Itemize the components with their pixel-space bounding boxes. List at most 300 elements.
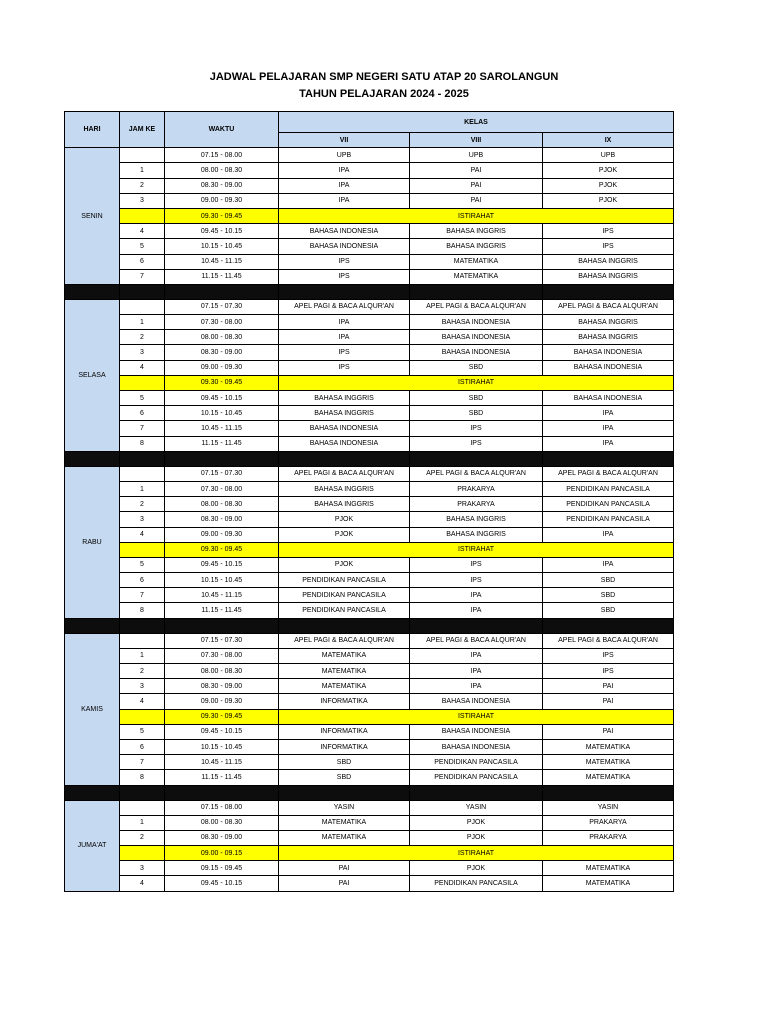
class-viii-subject: PENDIDIKAN PANCASILA — [410, 770, 543, 785]
class-viii-subject: IPS — [410, 557, 543, 572]
class-ix-subject: IPA — [543, 406, 674, 421]
class-ix-subject: SBD — [543, 603, 674, 618]
class-ix-subject: IPA — [543, 436, 674, 451]
break-row — [65, 709, 674, 724]
lesson-row — [65, 436, 674, 451]
lesson-row — [65, 330, 674, 345]
jam-ke-cell: 7 — [120, 755, 165, 770]
lesson-row — [65, 739, 674, 754]
class-ix-subject: BAHASA INGGRIS — [543, 254, 674, 269]
day-name-cell: SENIN — [65, 148, 120, 285]
header-class-viii: VIII — [410, 133, 543, 148]
class-vii-subject: MATEMATIKA — [279, 815, 410, 830]
break-label: ISTIRAHAT — [279, 208, 674, 223]
time-cell: 08.30 - 09.00 — [165, 830, 279, 845]
class-vii-subject: IPA — [279, 330, 410, 345]
lesson-row — [65, 679, 674, 694]
jam-ke-cell: 7 — [120, 269, 165, 284]
time-cell: 09.30 - 09.45 — [165, 375, 279, 390]
jam-ke-cell: 6 — [120, 406, 165, 421]
jam-ke-cell: 7 — [120, 588, 165, 603]
jam-ke-cell: 5 — [120, 391, 165, 406]
lesson-row — [65, 299, 674, 314]
jam-ke-cell: 6 — [120, 739, 165, 754]
time-cell: 09.00 - 09.30 — [165, 694, 279, 709]
class-viii-subject: MATEMATIKA — [410, 254, 543, 269]
separator-cell — [120, 451, 165, 466]
class-ix-subject: IPS — [543, 664, 674, 679]
day-separator — [65, 785, 674, 800]
class-ix-subject: PJOK — [543, 178, 674, 193]
time-cell: 10.15 - 10.45 — [165, 573, 279, 588]
lesson-row — [65, 239, 674, 254]
lesson-row — [65, 512, 674, 527]
header-kelas: KELAS — [279, 112, 674, 133]
class-viii-subject: MATEMATIKA — [410, 269, 543, 284]
separator-cell — [543, 284, 674, 299]
break-label: ISTIRAHAT — [279, 542, 674, 557]
class-viii-subject: PAI — [410, 193, 543, 208]
break-row — [65, 208, 674, 223]
class-ix-subject: PRAKARYA — [543, 815, 674, 830]
lesson-row — [65, 876, 674, 891]
class-viii-subject: IPA — [410, 679, 543, 694]
class-vii-subject: BAHASA INDONESIA — [279, 436, 410, 451]
jam-ke-cell: 1 — [120, 163, 165, 178]
jam-ke-cell — [120, 709, 165, 724]
jam-ke-cell: 8 — [120, 770, 165, 785]
jam-ke-cell: 4 — [120, 876, 165, 891]
class-vii-subject: BAHASA INDONESIA — [279, 224, 410, 239]
jam-ke-cell: 4 — [120, 224, 165, 239]
class-vii-subject: INFORMATIKA — [279, 694, 410, 709]
break-label: ISTIRAHAT — [279, 375, 674, 390]
separator-cell — [65, 618, 120, 633]
time-cell: 09.30 - 09.45 — [165, 542, 279, 557]
lesson-row — [65, 861, 674, 876]
jam-ke-cell — [120, 633, 165, 648]
jam-ke-cell: 4 — [120, 360, 165, 375]
class-vii-subject: BAHASA INGGRIS — [279, 391, 410, 406]
class-viii-subject: BAHASA INDONESIA — [410, 724, 543, 739]
jam-ke-cell: 6 — [120, 573, 165, 588]
time-cell: 09.00 - 09.15 — [165, 846, 279, 861]
lesson-row — [65, 724, 674, 739]
jam-ke-cell: 5 — [120, 724, 165, 739]
jam-ke-cell: 3 — [120, 193, 165, 208]
break-row — [65, 375, 674, 390]
lesson-row — [65, 224, 674, 239]
day-name-cell: JUMA'AT — [65, 800, 120, 891]
time-cell: 08.30 - 09.00 — [165, 345, 279, 360]
document-subtitle: TAHUN PELAJARAN 2024 - 2025 — [299, 88, 469, 100]
class-vii-subject: PAI — [279, 876, 410, 891]
time-cell: 11.15 - 11.45 — [165, 436, 279, 451]
class-vii-subject: YASIN — [279, 800, 410, 815]
jam-ke-cell: 1 — [120, 815, 165, 830]
day-separator — [65, 618, 674, 633]
class-ix-subject: PAI — [543, 694, 674, 709]
class-viii-subject: IPA — [410, 664, 543, 679]
class-ix-subject: PENDIDIKAN PANCASILA — [543, 512, 674, 527]
class-vii-subject: PAI — [279, 861, 410, 876]
lesson-row — [65, 830, 674, 845]
lesson-row — [65, 527, 674, 542]
time-cell: 09.45 - 10.15 — [165, 557, 279, 572]
class-vii-subject: MATEMATIKA — [279, 664, 410, 679]
lesson-row — [65, 573, 674, 588]
class-viii-subject: SBD — [410, 391, 543, 406]
class-ix-subject: SBD — [543, 573, 674, 588]
class-ix-subject: BAHASA INDONESIA — [543, 391, 674, 406]
class-viii-subject: YASIN — [410, 800, 543, 815]
class-viii-subject: BAHASA INDONESIA — [410, 315, 543, 330]
time-cell: 08.30 - 09.00 — [165, 679, 279, 694]
time-cell: 08.00 - 08.30 — [165, 815, 279, 830]
jam-ke-cell: 2 — [120, 330, 165, 345]
separator-cell — [543, 785, 674, 800]
time-cell: 07.15 - 07.30 — [165, 466, 279, 481]
class-ix-subject: YASIN — [543, 800, 674, 815]
class-vii-subject: MATEMATIKA — [279, 679, 410, 694]
time-cell: 09.00 - 09.30 — [165, 193, 279, 208]
time-cell: 07.30 - 08.00 — [165, 481, 279, 496]
class-viii-subject: UPB — [410, 148, 543, 163]
schedule-table — [64, 111, 674, 892]
jam-ke-cell: 4 — [120, 527, 165, 542]
class-vii-subject: IPS — [279, 345, 410, 360]
lesson-row — [65, 406, 674, 421]
time-cell: 10.45 - 11.15 — [165, 755, 279, 770]
lesson-row — [65, 193, 674, 208]
class-vii-subject: BAHASA INGGRIS — [279, 481, 410, 496]
class-ix-subject: SBD — [543, 588, 674, 603]
lesson-row — [65, 163, 674, 178]
time-cell: 10.45 - 11.15 — [165, 254, 279, 269]
jam-ke-cell: 3 — [120, 345, 165, 360]
jam-ke-cell: 2 — [120, 664, 165, 679]
jam-ke-cell — [120, 208, 165, 223]
class-ix-subject: BAHASA INDONESIA — [543, 345, 674, 360]
day-name-cell: RABU — [65, 466, 120, 618]
lesson-row — [65, 770, 674, 785]
lesson-row — [65, 815, 674, 830]
jam-ke-cell: 8 — [120, 603, 165, 618]
lesson-row — [65, 755, 674, 770]
time-cell: 08.30 - 09.00 — [165, 512, 279, 527]
class-ix-subject: IPA — [543, 421, 674, 436]
time-cell: 09.45 - 10.15 — [165, 876, 279, 891]
class-viii-subject: BAHASA INDONESIA — [410, 739, 543, 754]
class-vii-subject: INFORMATIKA — [279, 739, 410, 754]
class-ix-subject: MATEMATIKA — [543, 876, 674, 891]
class-viii-subject: PJOK — [410, 815, 543, 830]
lesson-row — [65, 421, 674, 436]
time-cell: 08.00 - 08.30 — [165, 330, 279, 345]
separator-cell — [279, 451, 410, 466]
lesson-row — [65, 633, 674, 648]
separator-cell — [279, 618, 410, 633]
class-viii-subject: PRAKARYA — [410, 481, 543, 496]
class-viii-subject: PAI — [410, 163, 543, 178]
header-waktu: WAKTU — [165, 112, 279, 148]
lesson-row — [65, 588, 674, 603]
time-cell: 10.15 - 10.45 — [165, 739, 279, 754]
day-name-cell: KAMIS — [65, 633, 120, 785]
jam-ke-cell — [120, 299, 165, 314]
class-vii-subject: PENDIDIKAN PANCASILA — [279, 573, 410, 588]
class-vii-subject: UPB — [279, 148, 410, 163]
jam-ke-cell: 8 — [120, 436, 165, 451]
class-ix-subject: PAI — [543, 724, 674, 739]
header-row — [65, 112, 674, 133]
class-ix-subject: MATEMATIKA — [543, 770, 674, 785]
jam-ke-cell — [120, 466, 165, 481]
class-vii-subject: APEL PAGI & BACA ALQUR'AN — [279, 299, 410, 314]
class-vii-subject: IPS — [279, 360, 410, 375]
class-vii-subject: PJOK — [279, 512, 410, 527]
lesson-row — [65, 345, 674, 360]
class-ix-subject: BAHASA INGGRIS — [543, 315, 674, 330]
class-viii-subject: BAHASA INDONESIA — [410, 694, 543, 709]
class-vii-subject: SBD — [279, 755, 410, 770]
jam-ke-cell: 7 — [120, 421, 165, 436]
time-cell: 10.15 - 10.45 — [165, 239, 279, 254]
class-viii-subject: APEL PAGI & BACA ALQUR'AN — [410, 633, 543, 648]
jam-ke-cell: 2 — [120, 497, 165, 512]
header-class-ix: IX — [543, 133, 674, 148]
class-viii-subject: IPS — [410, 421, 543, 436]
jam-ke-cell: 1 — [120, 481, 165, 496]
jam-ke-cell: 2 — [120, 178, 165, 193]
break-row — [65, 542, 674, 557]
day-name-cell: SELASA — [65, 299, 120, 451]
class-ix-subject: APEL PAGI & BACA ALQUR'AN — [543, 466, 674, 481]
class-vii-subject: IPA — [279, 193, 410, 208]
lesson-row — [65, 497, 674, 512]
time-cell: 09.30 - 09.45 — [165, 208, 279, 223]
jam-ke-cell: 2 — [120, 830, 165, 845]
jam-ke-cell — [120, 148, 165, 163]
lesson-row — [65, 800, 674, 815]
class-vii-subject: PENDIDIKAN PANCASILA — [279, 603, 410, 618]
separator-cell — [410, 785, 543, 800]
separator-cell — [279, 785, 410, 800]
lesson-row — [65, 694, 674, 709]
day-separator — [65, 451, 674, 466]
separator-cell — [65, 284, 120, 299]
time-cell: 09.45 - 10.15 — [165, 391, 279, 406]
lesson-row — [65, 391, 674, 406]
class-viii-subject: BAHASA INGGRIS — [410, 224, 543, 239]
class-vii-subject: BAHASA INGGRIS — [279, 406, 410, 421]
class-viii-subject: IPA — [410, 588, 543, 603]
class-ix-subject: PENDIDIKAN PANCASILA — [543, 481, 674, 496]
class-vii-subject: BAHASA INDONESIA — [279, 239, 410, 254]
separator-cell — [120, 284, 165, 299]
lesson-row — [65, 148, 674, 163]
class-viii-subject: BAHASA INGGRIS — [410, 512, 543, 527]
time-cell: 09.45 - 10.15 — [165, 724, 279, 739]
separator-cell — [165, 785, 279, 800]
separator-cell — [165, 451, 279, 466]
separator-cell — [65, 451, 120, 466]
class-vii-subject: IPA — [279, 178, 410, 193]
class-vii-subject: PJOK — [279, 527, 410, 542]
jam-ke-cell: 6 — [120, 254, 165, 269]
jam-ke-cell: 5 — [120, 239, 165, 254]
lesson-row — [65, 315, 674, 330]
lesson-row — [65, 557, 674, 572]
lesson-row — [65, 466, 674, 481]
class-ix-subject: PJOK — [543, 193, 674, 208]
break-label: ISTIRAHAT — [279, 709, 674, 724]
time-cell: 09.30 - 09.45 — [165, 709, 279, 724]
class-viii-subject: PENDIDIKAN PANCASILA — [410, 755, 543, 770]
jam-ke-cell — [120, 800, 165, 815]
lesson-row — [65, 664, 674, 679]
jam-ke-cell: 5 — [120, 557, 165, 572]
separator-cell — [543, 618, 674, 633]
class-ix-subject: APEL PAGI & BACA ALQUR'AN — [543, 299, 674, 314]
time-cell: 08.00 - 08.30 — [165, 163, 279, 178]
break-row — [65, 846, 674, 861]
class-ix-subject: BAHASA INDONESIA — [543, 360, 674, 375]
class-ix-subject: UPB — [543, 148, 674, 163]
time-cell: 09.00 - 09.30 — [165, 527, 279, 542]
lesson-row — [65, 648, 674, 663]
class-ix-subject: IPS — [543, 239, 674, 254]
jam-ke-cell: 3 — [120, 679, 165, 694]
schedule-body — [65, 148, 674, 891]
class-viii-subject: IPA — [410, 648, 543, 663]
class-viii-subject: SBD — [410, 360, 543, 375]
class-vii-subject: APEL PAGI & BACA ALQUR'AN — [279, 466, 410, 481]
break-label: ISTIRAHAT — [279, 846, 674, 861]
time-cell: 07.15 - 07.30 — [165, 633, 279, 648]
class-vii-subject: BAHASA INDONESIA — [279, 421, 410, 436]
time-cell: 11.15 - 11.45 — [165, 770, 279, 785]
lesson-row — [65, 360, 674, 375]
document-title: JADWAL PELAJARAN SMP NEGERI SATU ATAP 20 SAROLANGUN — [209, 71, 559, 83]
jam-ke-cell: 4 — [120, 694, 165, 709]
header-hari: HARI — [65, 112, 120, 148]
lesson-row — [65, 269, 674, 284]
time-cell: 10.45 - 11.15 — [165, 588, 279, 603]
time-cell: 08.00 - 08.30 — [165, 664, 279, 679]
class-vii-subject: PENDIDIKAN PANCASILA — [279, 588, 410, 603]
separator-cell — [543, 451, 674, 466]
jam-ke-cell: 3 — [120, 861, 165, 876]
class-viii-subject: APEL PAGI & BACA ALQUR'AN — [410, 299, 543, 314]
separator-cell — [410, 451, 543, 466]
class-vii-subject: PJOK — [279, 557, 410, 572]
class-vii-subject: MATEMATIKA — [279, 830, 410, 845]
class-ix-subject: PENDIDIKAN PANCASILA — [543, 497, 674, 512]
class-ix-subject: MATEMATIKA — [543, 861, 674, 876]
class-ix-subject: MATEMATIKA — [543, 739, 674, 754]
time-cell: 07.15 - 07.30 — [165, 299, 279, 314]
separator-cell — [279, 284, 410, 299]
class-viii-subject: PENDIDIKAN PANCASILA — [410, 876, 543, 891]
separator-cell — [410, 618, 543, 633]
class-viii-subject: PRAKARYA — [410, 497, 543, 512]
jam-ke-cell — [120, 375, 165, 390]
lesson-row — [65, 178, 674, 193]
time-cell: 09.00 - 09.30 — [165, 360, 279, 375]
lesson-row — [65, 603, 674, 618]
class-ix-subject: IPS — [543, 224, 674, 239]
time-cell: 11.15 - 11.45 — [165, 269, 279, 284]
class-viii-subject: IPA — [410, 603, 543, 618]
class-ix-subject: PAI — [543, 679, 674, 694]
separator-cell — [120, 618, 165, 633]
separator-cell — [65, 785, 120, 800]
time-cell: 07.30 - 08.00 — [165, 315, 279, 330]
class-vii-subject: SBD — [279, 770, 410, 785]
class-viii-subject: APEL PAGI & BACA ALQUR'AN — [410, 466, 543, 481]
class-ix-subject: IPA — [543, 527, 674, 542]
class-ix-subject: IPS — [543, 648, 674, 663]
class-ix-subject: PJOK — [543, 163, 674, 178]
class-viii-subject: IPS — [410, 573, 543, 588]
time-cell: 11.15 - 11.45 — [165, 603, 279, 618]
jam-ke-cell: 3 — [120, 512, 165, 527]
class-vii-subject: MATEMATIKA — [279, 648, 410, 663]
class-ix-subject: BAHASA INGGRIS — [543, 330, 674, 345]
class-viii-subject: IPS — [410, 436, 543, 451]
separator-cell — [120, 785, 165, 800]
class-ix-subject: PRAKARYA — [543, 830, 674, 845]
class-viii-subject: SBD — [410, 406, 543, 421]
jam-ke-cell: 1 — [120, 648, 165, 663]
time-cell: 09.45 - 10.15 — [165, 224, 279, 239]
class-viii-subject: BAHASA INDONESIA — [410, 330, 543, 345]
header-class-vii: VII — [279, 133, 410, 148]
lesson-row — [65, 481, 674, 496]
class-ix-subject: IPA — [543, 557, 674, 572]
time-cell: 09.15 - 09.45 — [165, 861, 279, 876]
time-cell: 07.15 - 08.00 — [165, 800, 279, 815]
time-cell: 08.30 - 09.00 — [165, 178, 279, 193]
separator-cell — [410, 284, 543, 299]
class-vii-subject: IPS — [279, 254, 410, 269]
class-vii-subject: IPS — [279, 269, 410, 284]
class-vii-subject: APEL PAGI & BACA ALQUR'AN — [279, 633, 410, 648]
class-vii-subject: BAHASA INGGRIS — [279, 497, 410, 512]
lesson-row — [65, 254, 674, 269]
time-cell: 08.00 - 08.30 — [165, 497, 279, 512]
time-cell: 07.15 - 08.00 — [165, 148, 279, 163]
day-separator — [65, 284, 674, 299]
class-vii-subject: IPA — [279, 163, 410, 178]
class-vii-subject: INFORMATIKA — [279, 724, 410, 739]
separator-cell — [165, 618, 279, 633]
jam-ke-cell: 1 — [120, 315, 165, 330]
time-cell: 10.45 - 11.15 — [165, 421, 279, 436]
class-viii-subject: PJOK — [410, 861, 543, 876]
class-viii-subject: BAHASA INDONESIA — [410, 345, 543, 360]
class-ix-subject: MATEMATIKA — [543, 755, 674, 770]
class-viii-subject: PJOK — [410, 830, 543, 845]
jam-ke-cell — [120, 846, 165, 861]
time-cell: 10.15 - 10.45 — [165, 406, 279, 421]
class-vii-subject: IPA — [279, 315, 410, 330]
class-ix-subject: APEL PAGI & BACA ALQUR'AN — [543, 633, 674, 648]
class-viii-subject: PAI — [410, 178, 543, 193]
class-viii-subject: BAHASA INGGRIS — [410, 239, 543, 254]
class-viii-subject: BAHASA INGGRIS — [410, 527, 543, 542]
